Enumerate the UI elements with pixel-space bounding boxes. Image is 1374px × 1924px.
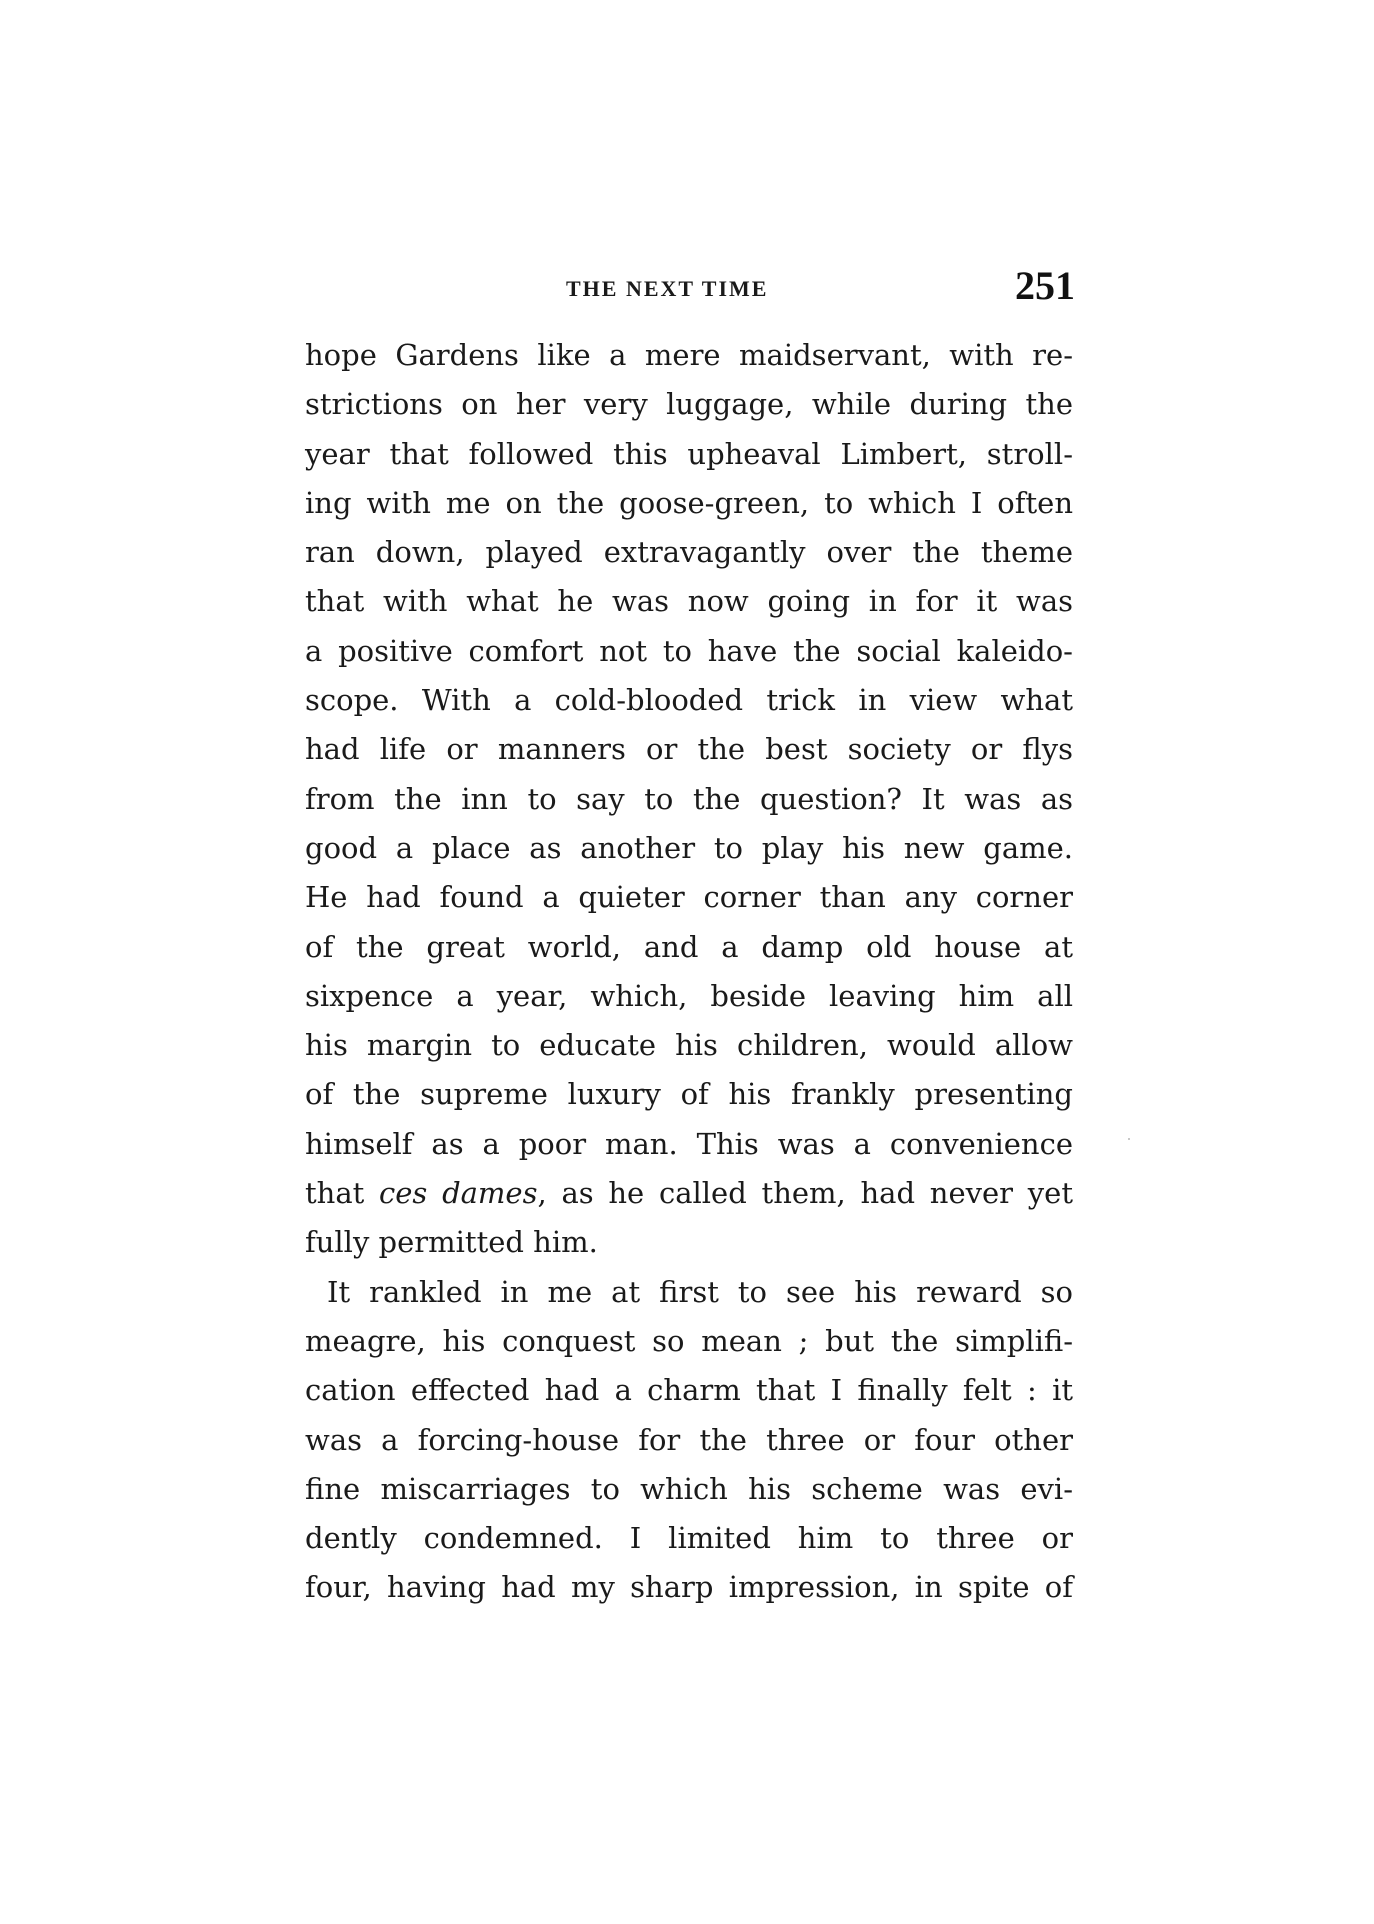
text-line: good a place as another to play his new game. (305, 830, 1073, 865)
text-line: scope. With a cold-blooded trick in view what (305, 683, 1073, 718)
text-fragment: that (305, 1176, 380, 1211)
text-line: his margin to educate his children, would allow (305, 1028, 1073, 1063)
text-line: sixpence a year, which, beside leaving him all (305, 978, 1073, 1013)
text-line: ing with me on the goose-green, to which I often (305, 485, 1073, 520)
text-line: had life or manners or the best society or flys (305, 732, 1073, 767)
text-line: was a forcing-house for the three or four other (305, 1422, 1073, 1457)
text-line: a positive comfort not to have the social kaleido- (305, 633, 1073, 668)
text-line: strictions on her very luggage, while during the (305, 387, 1073, 422)
text-line: meagre, his conquest so mean ; but the simplifi- (305, 1323, 1073, 1358)
text-fragment: , as he called them, had never yet (537, 1176, 1073, 1211)
text-line: ran down, played extravagantly over the theme (305, 535, 1073, 570)
text-line: hope Gardens like a mere maidservant, with re- (305, 338, 1073, 372)
text-line (305, 1169, 1073, 1218)
body-text (305, 331, 1073, 1613)
margin-speck (1128, 1138, 1130, 1140)
text-line: He had found a quieter corner than any corner (305, 880, 1073, 915)
page-number: 251 (1015, 263, 1075, 308)
text-line: himself as a poor man. This was a convenience (305, 1126, 1073, 1161)
text-line: fully permitted him. (305, 1225, 598, 1260)
text-line: of the supreme luxury of his frankly presenting (305, 1077, 1073, 1112)
text-line: year that followed this upheaval Limbert, stroll- (305, 436, 1073, 471)
text-line: fine miscarriages to which his scheme was evi- (305, 1471, 1073, 1506)
text-line: four, having had my sharp impression, in spite of (305, 1570, 1073, 1605)
text-line: from the inn to say to the question? It was as (305, 781, 1073, 816)
running-head (0, 262, 1374, 312)
text-line: that with what he was now going in for it was (305, 584, 1073, 619)
text-line: dently condemned. I limited him to three or (305, 1521, 1073, 1556)
text-line: cation effected had a charm that I finally felt : it (305, 1373, 1073, 1408)
text-line: of the great world, and a damp old house at (305, 929, 1073, 964)
text-line: It rankled in me at first to see his reward so (327, 1274, 1073, 1309)
running-title: THE NEXT TIME (566, 276, 769, 301)
italic-phrase: ces dames (379, 1176, 538, 1211)
